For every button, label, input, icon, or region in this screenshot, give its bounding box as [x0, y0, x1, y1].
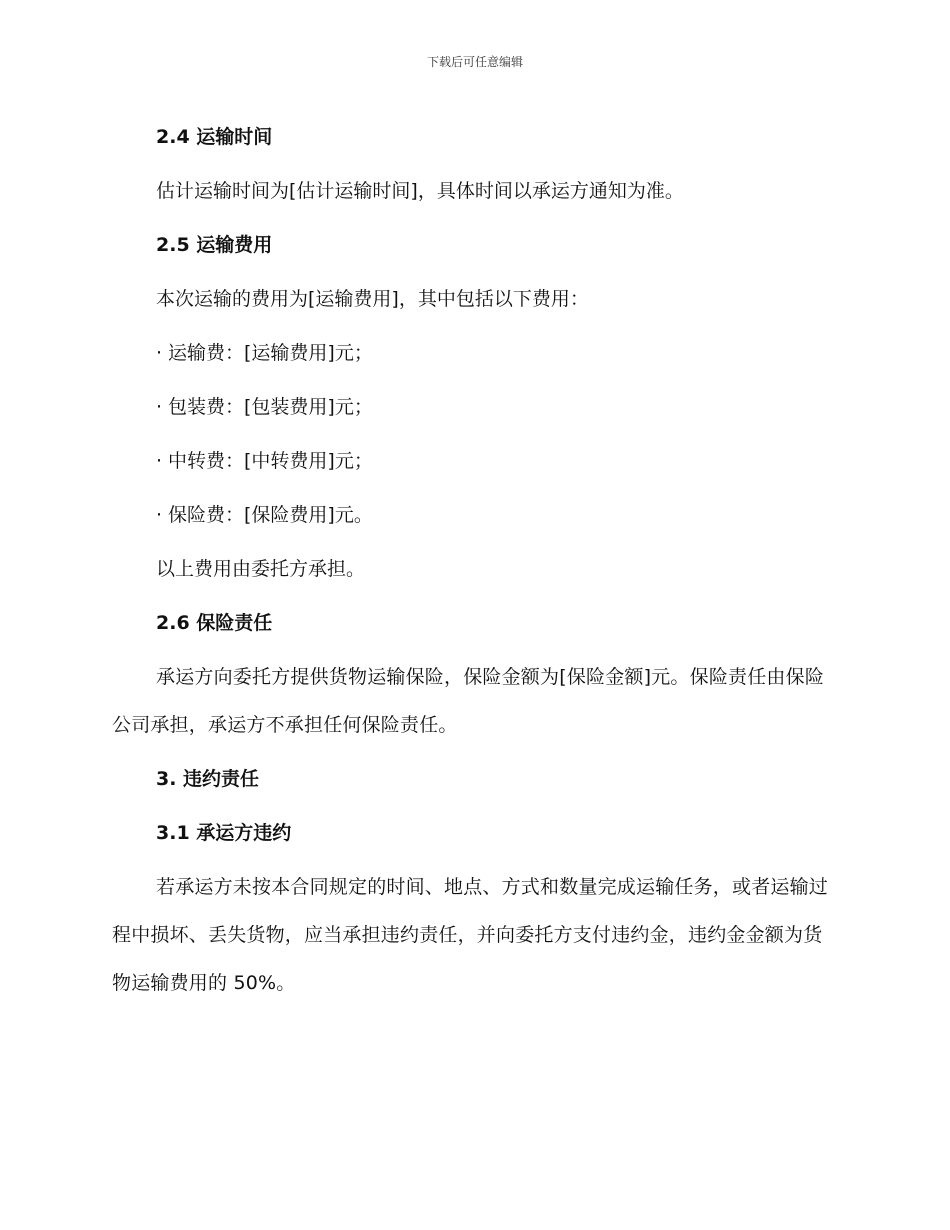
section-heading-2-6: 2.6 保险责任	[156, 612, 273, 634]
fee-list-item-text: 运输费：[运输费用]元；	[168, 342, 373, 364]
fee-list-item-text: 保险费：[保险费用]元。	[168, 504, 373, 526]
fee-list-item	[156, 326, 836, 380]
bullet-marker: ·	[156, 504, 163, 526]
bullet-marker: ·	[156, 342, 163, 364]
section-heading-2-4: 2.4 运输时间	[156, 126, 273, 148]
section-heading-3: 3. 违约责任	[156, 768, 260, 790]
section-intro-2-5: 本次运输的费用为[运输费用]，其中包括以下费用：	[156, 288, 589, 310]
fee-list-item-text: 包装费：[包装费用]元；	[168, 396, 373, 418]
section-closing-2-5: 以上费用由委托方承担。	[156, 558, 366, 580]
section-paragraph-2-6: 承运方向委托方提供货物运输保险，保险金额为[保险金额]元。保险责任由保险公司承担，承运方不承担任何保险责任。	[112, 666, 825, 736]
section-heading-3-1: 3.1 承运方违约	[156, 822, 292, 844]
fee-list-item	[156, 434, 836, 488]
section-heading-2-5: 2.5 运输费用	[156, 234, 273, 256]
bullet-marker: ·	[156, 450, 163, 472]
fee-list-item	[156, 488, 836, 542]
fee-list-item	[156, 380, 836, 434]
bullet-marker: ·	[156, 396, 163, 418]
section-paragraph-2-4: 估计运输时间为[估计运输时间]，具体时间以承运方通知为准。	[156, 180, 684, 202]
page-header: 下载后可任意编辑	[426, 55, 523, 69]
fee-list-item-text: 中转费：[中转费用]元；	[168, 450, 373, 472]
document-body	[112, 110, 836, 1010]
section-paragraph-3-1: 若承运方未按本合同规定的时间、地点、方式和数量完成运输任务，或者运输过程中损坏、丢失货物，应当承担违约责任，并向委托方支付违约金，违约金金额为货物运输费用的 50%。	[112, 876, 829, 994]
